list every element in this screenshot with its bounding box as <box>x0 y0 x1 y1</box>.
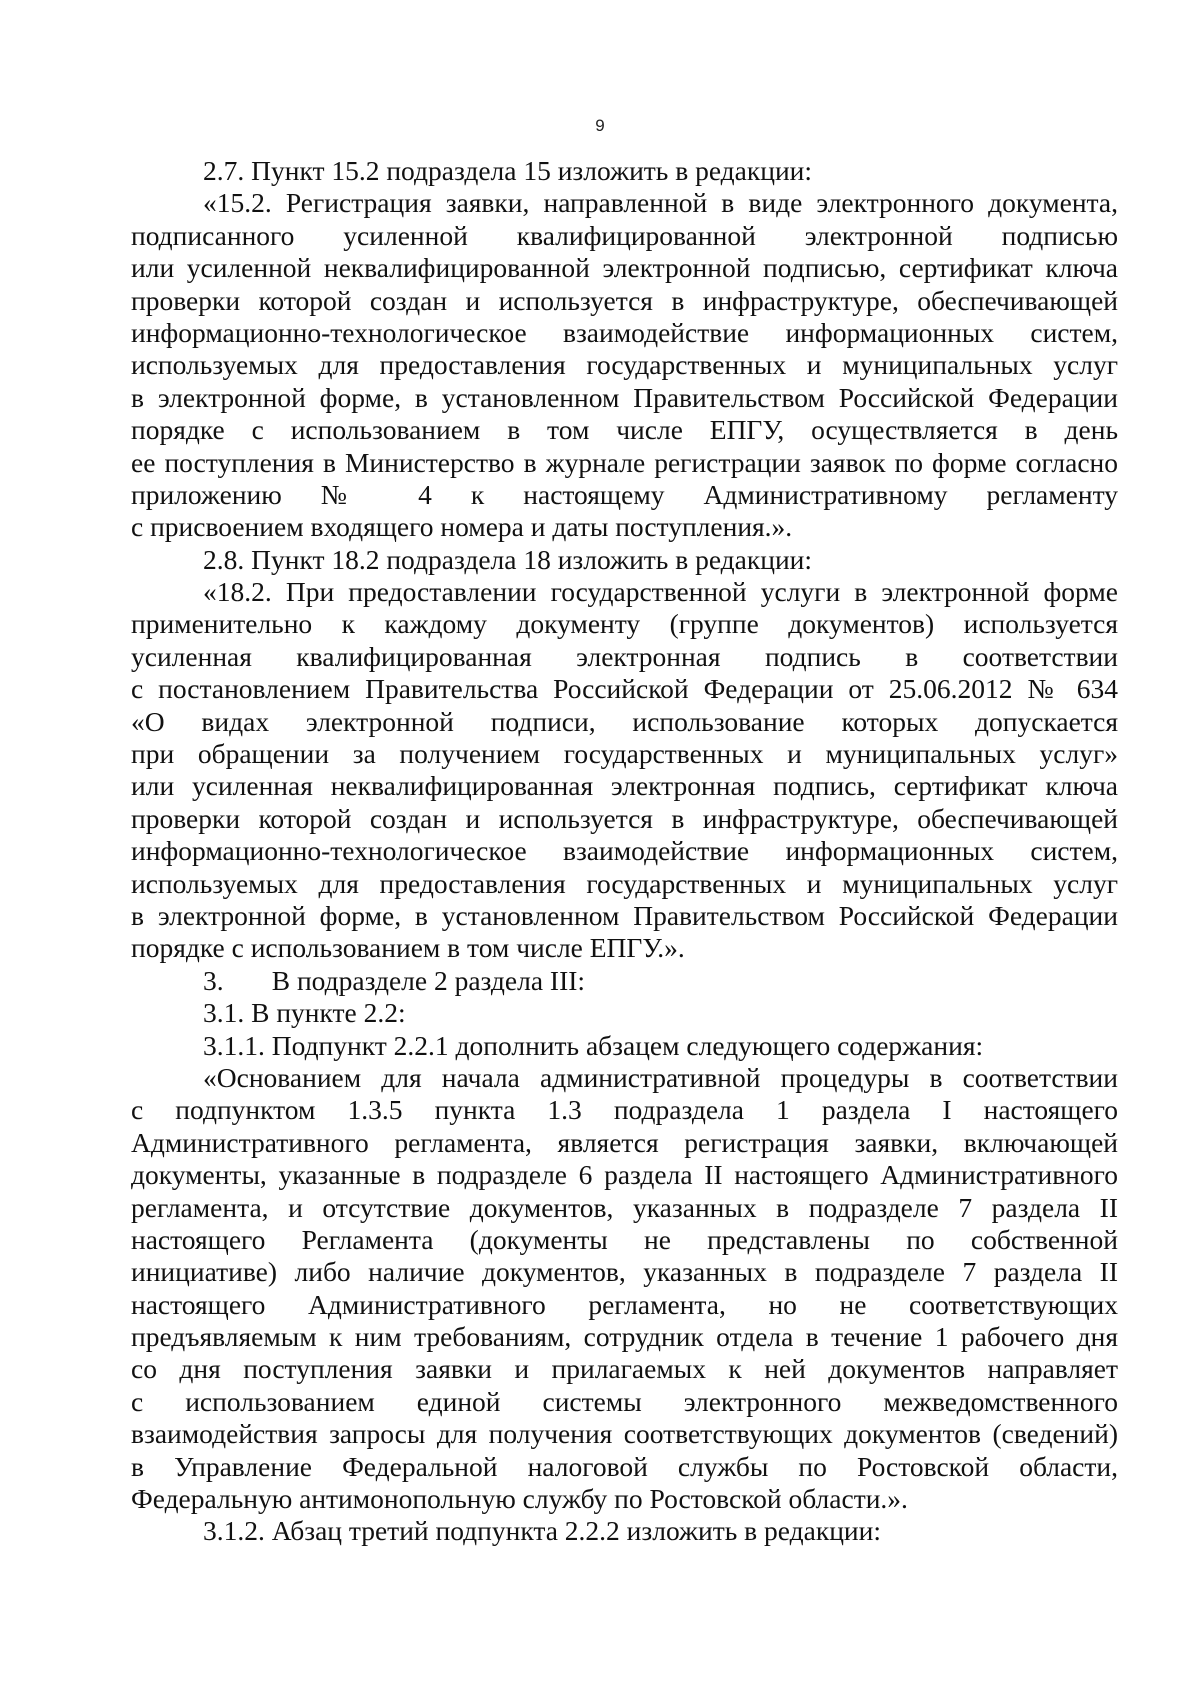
text-line: применительно к каждому документу (группе документов) используется <box>131 608 1118 640</box>
text-line: подписанного усиленной квалифицированной электронной подписью <box>131 219 1118 251</box>
text-line: инициативе) либо наличие документов, указанных в подразделе 7 раздела II <box>131 1256 1118 1288</box>
text-line: в Управление Федеральной налоговой службы по Ростовской области, <box>131 1450 1118 1482</box>
text-line: с использованием единой системы электронного межведомственного <box>131 1385 1118 1417</box>
text-line: настоящего Административного регламента, но не соответствующих <box>131 1288 1118 1320</box>
text-line: ее поступления в Министерство в журнале регистрации заявок по форме согласно <box>131 446 1118 478</box>
text-line: или усиленная неквалифицированная электронная подпись, сертификат ключа <box>131 770 1118 802</box>
text-line: усиленная квалифицированная электронная подпись в соответствии <box>131 640 1118 672</box>
text-line: 3.1. В пункте 2.2: <box>203 997 406 1029</box>
text-line: предъявляемым к ним требованиям, сотрудник отдела в течение 1 рабочего дня <box>131 1321 1118 1353</box>
text-line: проверки которой создан и используется в инфраструктуре, обеспечивающей <box>131 284 1118 316</box>
text-line: используемых для предоставления государственных и муниципальных услуг <box>131 349 1118 381</box>
text-line: в электронной форме, в установленном Правительством Российской Федерации <box>131 899 1118 931</box>
text-line: проверки которой создан и используется в инфраструктуре, обеспечивающей <box>131 802 1118 834</box>
text-line: «О видах электронной подписи, использование которых допускается <box>131 705 1118 737</box>
text-line: приложению № 4 к настоящему Административному регламенту <box>131 478 1118 510</box>
text-line: информационно-технологическое взаимодействие информационных систем, <box>131 835 1118 867</box>
text-line: «18.2. При предоставлении государственной услуги в электронной форме <box>203 576 1118 608</box>
text-line: в электронной форме, в установленном Правительством Российской Федерации <box>131 381 1118 413</box>
text-line: со дня поступления заявки и прилагаемых к ней документов направляет <box>131 1353 1118 1385</box>
text-line: «15.2. Регистрация заявки, направленной в виде электронного документа, <box>203 187 1118 219</box>
text-line: с присвоением входящего номера и даты поступления.». <box>131 511 793 543</box>
text-line: «Основанием для начала административной процедуры в соответствии <box>203 1061 1118 1093</box>
text-line: регламента, и отсутствие документов, указанных в подразделе 7 раздела II <box>131 1191 1118 1223</box>
text-line: 3.1.1. Подпункт 2.2.1 дополнить абзацем следующего содержания: <box>203 1029 984 1061</box>
text-line: при обращении за получением государственных и муниципальных услуг» <box>131 738 1118 770</box>
text-line: документы, указанные в подразделе 6 раздела II настоящего Административного <box>131 1159 1118 1191</box>
text-line: Административного регламента, является регистрация заявки, включающей <box>131 1126 1118 1158</box>
text-line: настоящего Регламента (документы не представлены по собственной <box>131 1223 1118 1255</box>
text-line: 3. В подразделе 2 раздела III: <box>203 964 586 996</box>
text-line: информационно-технологическое взаимодействие информационных систем, <box>131 316 1118 348</box>
text-line: используемых для предоставления государственных и муниципальных услуг <box>131 867 1118 899</box>
text-line: с постановлением Правительства Российской Федерации от 25.06.2012 № 634 <box>131 673 1118 705</box>
text-line: 2.7. Пункт 15.2 подраздела 15 изложить в редакции: <box>203 155 813 186</box>
text-line: 2.8. Пункт 18.2 подраздела 18 изложить в редакции: <box>203 543 813 575</box>
text-line: или усиленной неквалифицированной электронной подписью, сертификат ключа <box>131 252 1118 284</box>
text-line: взаимодействия запросы для получения соответствующих документов (сведений) <box>131 1418 1118 1450</box>
text-line: с подпунктом 1.3.5 пункта 1.3 подраздела 1 раздела I настоящего <box>131 1094 1118 1126</box>
text-line: 3.1.2. Абзац третий подпункта 2.2.2 изложить в редакции: <box>203 1515 881 1547</box>
text-line: порядке с использованием в том числе ЕПГУ, осуществляется в день <box>131 414 1118 446</box>
text-line: порядке с использованием в том числе ЕПГУ.». <box>131 932 685 964</box>
text-line: Федеральную антимонопольную службу по Ростовской области.». <box>131 1483 908 1515</box>
page-number: 9 <box>595 116 605 135</box>
document-body <box>131 155 1118 1548</box>
